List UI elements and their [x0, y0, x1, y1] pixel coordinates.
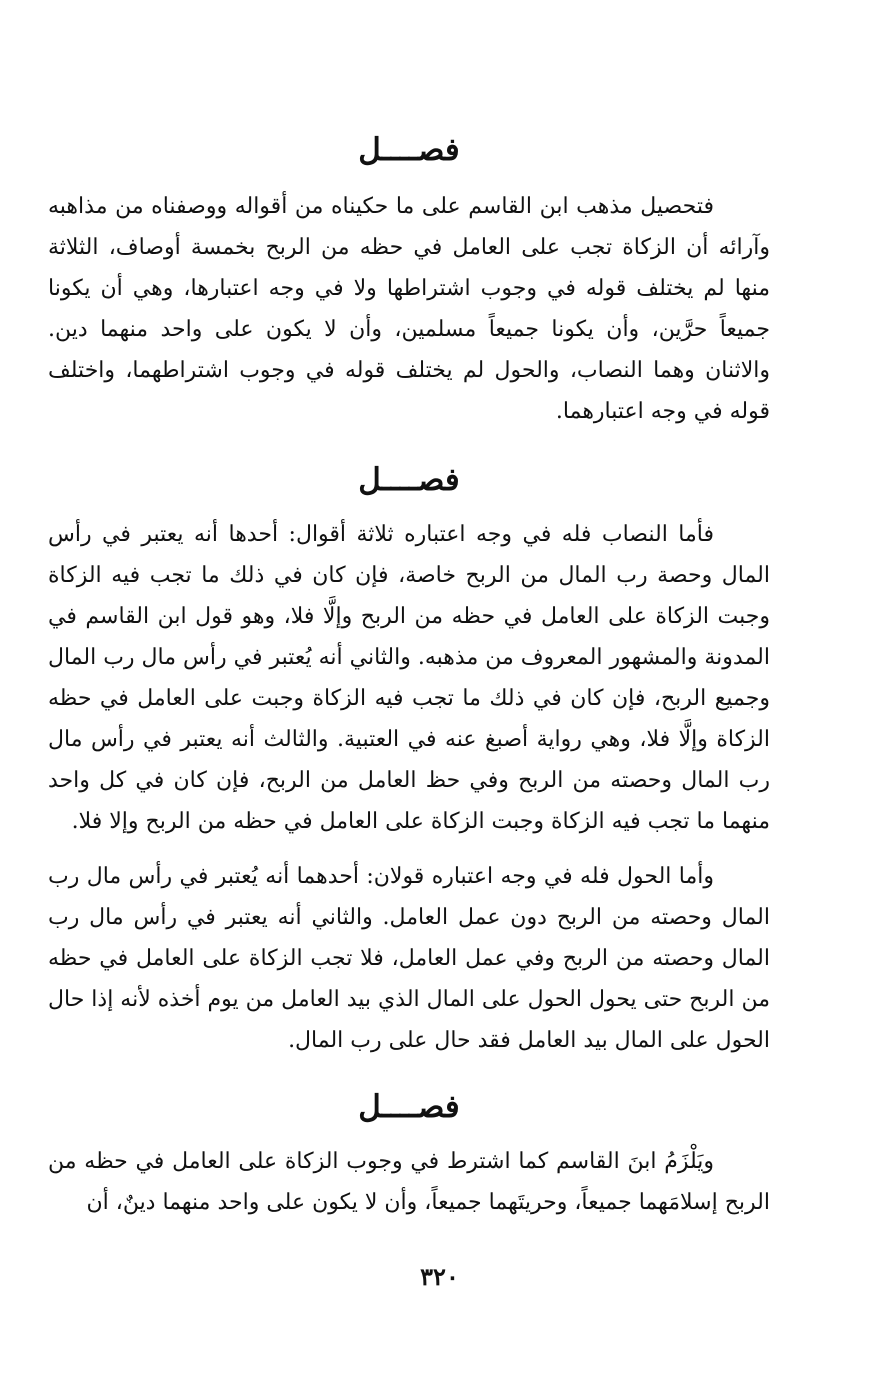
section-heading-3: فصــــل	[358, 1089, 460, 1125]
section-heading-1: فصــــل	[358, 132, 460, 168]
section-2-paragraph-hawl: وأما الحول فله في وجه اعتباره قولان: أحدهما أنه يُعتبر في رأس مال رب المال وحصته من الربح دون عمل العامل. والثاني أنه يعتبر في رأس مال رب المال وحصته من الربح وفي عمل العامل، فلا تجب الزكاة على العامل في حظه من الربح حتى يحول الحول على المال الذي بيد العامل من يوم أخذه لأنه إذا حال الحول على المال بيد العامل فقد حال على رب المال.	[48, 864, 770, 1053]
section-2-paragraph-nisab: فأما النصاب فله في وجه اعتباره ثلاثة أقوال: أحدها أنه يعتبر في رأس المال وحصة رب المال من الربح خاصة، فإن كان في ذلك ما تجب فيه الزكاة وجبت الزكاة على العامل في حظه من الربح وإلَّا فلا، وهو قول ابن القاسم في المدونة والمشهور المعروف من مذهبه. والثاني أنه يُعتبر في رأس مال رب المال وجميع الربح، فإن كان في ذلك ما تجب فيه الزكاة وجبت على العامل في حظه الزكاة وإلَّا فلا، وهي رواية أصبغ عنه في العتبية. والثالث أنه يعتبر في رأس مال رب المال وحصته من الربح وفي حظ العامل من الربح، فإن كان في كل واحد منهما ما تجب فيه الزكاة وجبت الزكاة على العامل في حظه من الربح وإلا فلا.	[48, 522, 770, 834]
page-body	[48, 128, 770, 1223]
section-heading-2: فصــــل	[358, 462, 460, 498]
section-3-paragraph: ويَلْزَمُ ابنَ القاسم كما اشترط في وجوب الزكاة على العامل في حظه من الربح إسلامَهما جميعاً، وحريتَهما جميعاً، وأن لا يكون على واحد منهما دينٌ، أن	[48, 1149, 770, 1215]
page-number: ٣٢٠	[420, 1262, 459, 1291]
section-1-paragraph: فتحصيل مذهب ابن القاسم على ما حكيناه من أقواله ووصفناه من مذاهبه وآرائه أن الزكاة تجب على العامل في حظه من الربح بخمسة أوصاف، الثلاثة منها لم يختلف قوله في وجوب اشتراطها ولا في وجه اعتبارها، وهي أن يكونا جميعاً حرَّين، وأن يكونا جميعاً مسلمين، وأن لا يكون على واحد منهما دين. والاثنان وهما النصاب، والحول لم يختلف قوله في وجوب اشتراطهما، واختلف قوله في وجه اعتبارهما.	[48, 194, 770, 424]
